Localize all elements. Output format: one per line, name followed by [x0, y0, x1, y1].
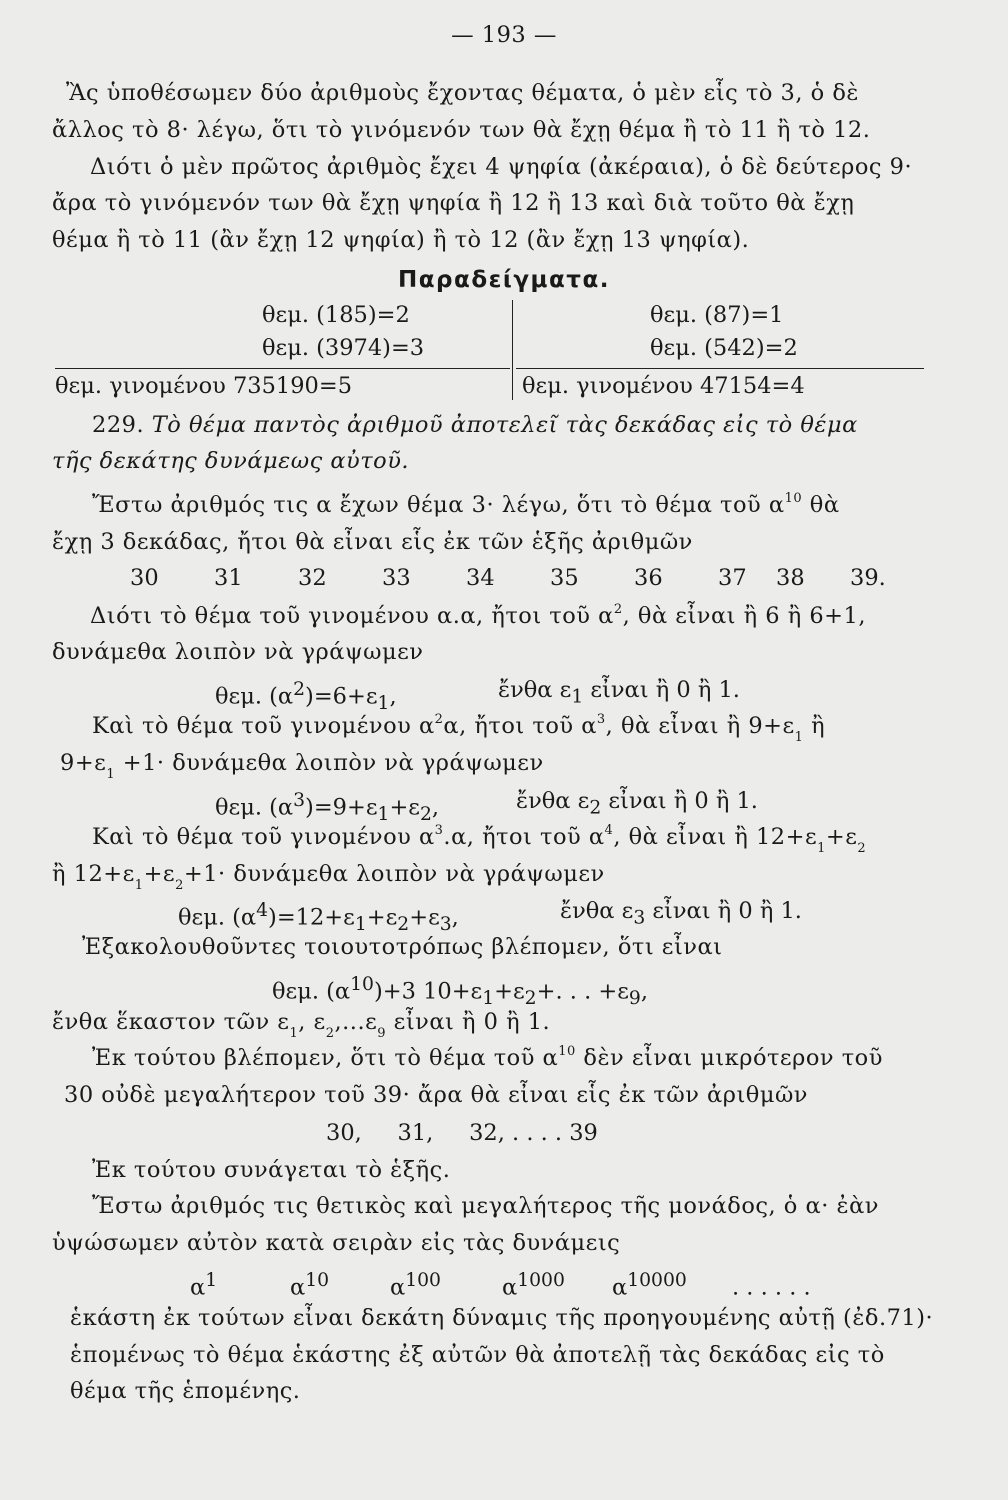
text-line: ἑπομένως τὸ θέμα ἑκάστης ἐξ αὐτῶν θὰ ἀποτελῇ τὰς δεκάδας εἰς τὸ	[70, 1342, 885, 1368]
powers-row: $\alpha^1$ $\alpha^{10}$ $\alpha^{100}$ $\alpha^{1000}$ $\alpha^{10000}$ . . . . . .	[190, 1270, 811, 1301]
equation-1-condition: ἔνθα $\varepsilon_1$ εἶναι ἢ 0 ἢ 1.	[498, 677, 740, 708]
text-line: Καὶ τὸ θέμα τοῦ γινομένου $\alpha^2\alpha$, ἤτοι τοῦ $\alpha^3$, θὰ εἶναι ἢ $9+\varepsilon_1$ ἢ	[92, 711, 826, 745]
text-line: ἢ $12+\varepsilon_1+\varepsilon_2+1\cdot \delta\upsilon\nu ά\mu\varepsilon\theta\alpha$ λοιπὸν νὰ γράψωμεν	[52, 861, 605, 893]
page-number: — 193 —	[451, 22, 557, 48]
text-line: ἄρα τὸ γινόμενόν των θὰ ἔχῃ ψηφία ἢ 12 ἢ 13 καὶ διὰ τοῦτο θὰ ἔχῃ	[52, 190, 855, 216]
text-line: Ἔστω ἀριθμός τις θετικὸς καὶ μεγαλήτερος τῆς μονάδος, ὁ α· ἐὰν	[92, 1193, 879, 1219]
text-line: $9+\varepsilon_1 +1\cdot \delta\upsilon\nu ά\mu\varepsilon\theta\alpha$ λοιπὸν νὰ γράψωμεν	[60, 750, 544, 782]
text-line: Ἐξακολουθοῦντες τοιουτοτρόπως βλέπομεν, ὅτι εἶναι	[82, 934, 723, 960]
equation-1: θεμ. $(\alpha^2)=6+\varepsilon_1$,	[215, 679, 397, 714]
example-left-1: θεμ. (185)=2	[262, 302, 410, 328]
divider	[512, 300, 513, 400]
text-line: 30 οὐδὲ μεγαλήτερον τοῦ 39· ἄρα θὰ εἶναι εἷς ἐκ τῶν ἀριθμῶν	[64, 1082, 808, 1108]
text-line: Διότι ὁ μὲν πρῶτος ἀριθμὸς ἔχει 4 ψηφία (ἀκέραια), ὁ δὲ δεύτερος 9·	[90, 154, 913, 180]
number-sequence: 30, 31, 32, . . . . 39	[326, 1120, 598, 1146]
example-right-1: θεμ. (87)=1	[650, 302, 784, 328]
theorem-line-1	[92, 410, 1008, 440]
example-left-2: θεμ. (3974)=3	[262, 335, 425, 361]
theorem-line-2: τῆς δεκάτης δυνάμεως αὐτοῦ.	[52, 448, 410, 474]
text-line: θέμα ἢ τὸ 11 (ἂν ἔχῃ 12 ψηφία) ἢ τὸ 12 (ἂν ἔχῃ 13 ψηφία).	[52, 227, 750, 253]
text-line: ἑκάστη ἐκ τούτων εἶναι δεκάτη δύναμις τῆς προηγουμένης αὐτῇ (ἐδ.71)·	[70, 1305, 934, 1331]
equation-3-condition: ἔνθα $\varepsilon_3$ εἶναι ἢ 0 ἢ 1.	[560, 898, 802, 929]
text-line: Ἐκ τούτου συνάγεται τὸ ἑξῆς.	[92, 1157, 451, 1183]
numbers-row: 30 31 32 33 34 35 36 37 38 39.	[130, 565, 886, 591]
example-right-result: θεμ. γινομένου 47154=4	[522, 373, 805, 399]
text-line: δυνάμεθα λοιπὸν νὰ γράψωμεν	[52, 639, 424, 665]
divider	[516, 368, 924, 369]
equation-4: θεμ. $(\alpha^{10})+3$ $10+\varepsilon_1+\varepsilon_2+$. . . $+\varepsilon_9$,	[272, 974, 648, 1009]
theorem-text: Τὸ θέμα παντὸς ἀριθμοῦ ἀποτελεῖ τὰς δεκάδας εἰς τὸ θέμα	[151, 412, 858, 438]
equation-2: θεμ. $(\alpha^3)=9+\varepsilon_1+\varepsilon_2$,	[215, 790, 440, 825]
text-line: Ἔστω ἀριθμός τις α ἔχων θέμα 3· λέγω, ὅτι τὸ θέμα τοῦ $\alpha^{10}$ θὰ	[92, 490, 840, 518]
text-line: θέμα τῆς ἑπομένης.	[70, 1378, 301, 1404]
text-line: Καὶ τὸ θέμα τοῦ γινομένου $\alpha^3.\alpha$, ἤτοι τοῦ $\alpha^4$, θὰ εἶναι ἢ $12+\varepsilon_1+\varepsilon_2$	[92, 822, 867, 856]
examples-heading: Παραδείγματα.	[398, 267, 610, 293]
text-line: ἄλλος τὸ 8· λέγω, ὅτι τὸ γινόμενόν των θὰ ἔχῃ θέμα ἢ τὸ 11 ἢ τὸ 12.	[52, 117, 871, 143]
example-left-result: θεμ. γινομένου 735190=5	[55, 373, 353, 399]
equation-2-condition: ἔνθα $\varepsilon_2$ εἶναι ἢ 0 ἢ 1.	[516, 788, 758, 819]
theorem-number: 229.	[92, 412, 145, 438]
text-line: ὑψώσωμεν αὐτὸν κατὰ σειρὰν εἰς τὰς δυνάμεις	[52, 1230, 621, 1256]
text-line: Διότι τὸ θέμα τοῦ γινομένου α.α, ἤτοι τοῦ $\alpha^2$, θὰ εἶναι ἢ 6 ἢ 6+1,	[90, 601, 866, 629]
equation-3: θεμ. $(\alpha^4)=12+\varepsilon_1+\varepsilon_2+\varepsilon_3$,	[178, 900, 459, 935]
text-line: Ἂς ὑποθέσωμεν δύο ἀριθμοὺς ἔχοντας θέματα, ὁ μὲν εἷς τὸ 3, ὁ δὲ	[66, 80, 859, 106]
example-right-2: θεμ. (542)=2	[650, 335, 798, 361]
text-line: Ἐκ τούτου βλέπομεν, ὅτι τὸ θέμα τοῦ $\alpha^{10}$ δὲν εἶναι μικρότερον τοῦ	[92, 1043, 883, 1071]
text-line: ἔνθα ἕκαστον τῶν $\varepsilon_1$, $\varepsilon_2,...\varepsilon_9$ εἶναι ἢ 0 ἢ 1.	[52, 1009, 551, 1041]
divider	[55, 368, 510, 369]
text-line: ἔχῃ 3 δεκάδας, ἤτοι θὰ εἶναι εἷς ἐκ τῶν ἑξῆς ἀριθμῶν	[52, 529, 693, 555]
